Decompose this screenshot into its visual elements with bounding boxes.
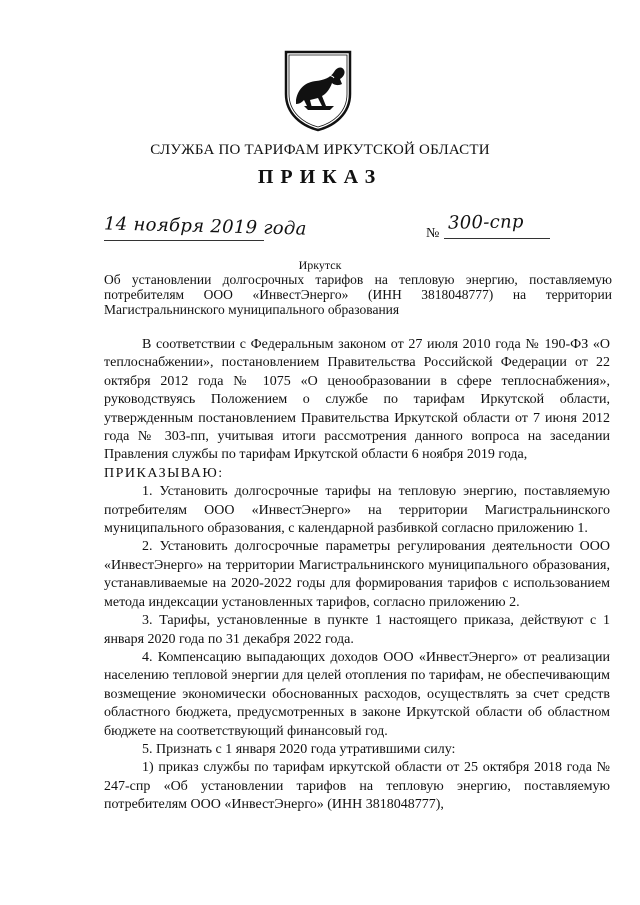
orders-word: ПРИКАЗЫВАЮ: bbox=[104, 465, 224, 481]
handwritten-date: 14 ноября 2019 года bbox=[103, 213, 307, 240]
order-item-3: 3. Тарифы, установленные в пункте 1 настоящего приказа, действуют с 1 января 2020 года по 31 декабря 2022 года. bbox=[104, 613, 610, 647]
preamble-paragraph: В соответствии с Федеральным законом от 27 июля 2010 года № 190-ФЗ «О теплоснабжении», постановлением Правительства Российской Федерации от 22 октября 2012 года № 1075 «О ценообразовании в сфере теплоснабжения», руководствуясь Положением о службе по тарифам Иркутской области, утвержденным постановлением Правительства Иркутской области от 7 июня 2012 года № 303-пп, учитывая итоги рассмотрения данного вопроса на заседании Правления службы по тарифам Иркутской области 6 ноября 2019 года, bbox=[104, 337, 610, 463]
handwritten-order-number: 300-спр bbox=[447, 211, 524, 234]
order-item-5: 5. Признать с 1 января 2020 года утратившими силу: bbox=[142, 741, 456, 757]
coat-of-arms-icon bbox=[282, 48, 354, 132]
city-name: Иркутск bbox=[298, 258, 342, 272]
document-type-title: ПРИКАЗ bbox=[257, 166, 383, 188]
number-underline bbox=[444, 238, 550, 239]
order-item-1: 1. Установить долгосрочные тарифы на тепловую энергию, поставляемую потребителям ООО «ИнвестЭнерго» на территории Магистральнинского муниципального образования, с календарной разбивкой согласно приложению 1. bbox=[104, 484, 610, 537]
order-item-5-1: 1) приказ службы по тарифам иркутской области от 25 октября 2018 года № 247-спр «Об установлении тарифов на тепловую энергию, поставляемую потребителям ООО «ИнвестЭнерго» (ИНН 3818048777), bbox=[104, 760, 610, 813]
order-item-4: 4. Компенсацию выпадающих доходов ООО «ИнвестЭнерго» от реализации населению тепловой энергии для целей отопления по тарифам, не обеспечивающим возмещение экономически обоснованных расходов, осуществлять за счет средств областного бюджета, предусмотренных в законе Иркутской области об областном бюджете на соответствующий финансовый год. bbox=[104, 649, 610, 739]
number-label: № bbox=[426, 226, 440, 241]
date-underline bbox=[104, 240, 264, 241]
order-body bbox=[104, 336, 610, 815]
order-subject: Об установлении долгосрочных тарифов на тепловую энергию, поставляемую потребителям ООО «ИнвестЭнерго» (ИНН 3818048777) на территории Магистральнинского муниципального образования bbox=[104, 272, 612, 317]
order-item-2: 2. Установить долгосрочные параметры регулирования деятельности ООО «ИнвестЭнерго» на территории Магистральнинского муниципального образования, устанавливаемые на 2020-2022 годы для формирования тарифов с использованием метода индексации установленных тарифов, согласно приложению 2. bbox=[104, 539, 610, 610]
agency-name: СЛУЖБА ПО ТАРИФАМ ИРКУТСКОЙ ОБЛАСТИ bbox=[150, 142, 490, 158]
